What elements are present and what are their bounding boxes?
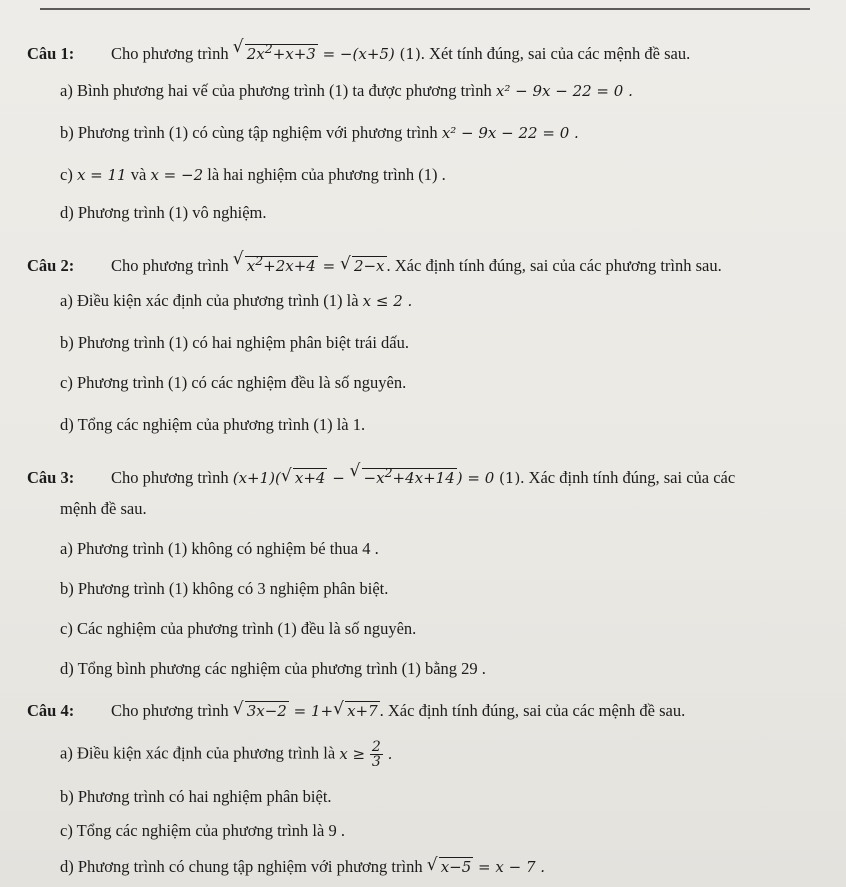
q4-equation: √ 3x−2 = 1+√ x+7 xyxy=(233,702,380,720)
q3-item-a xyxy=(60,538,379,560)
q1-item-d xyxy=(60,202,267,224)
q3-item-b xyxy=(60,578,388,600)
item-label: b) xyxy=(60,123,74,142)
q2-item-a xyxy=(60,290,412,312)
item-label: c) xyxy=(60,165,73,184)
item-text: Phương trình có chung tập nghiệm với phương trình xyxy=(77,857,423,876)
question-4-stem xyxy=(27,700,685,722)
q3-stem-after: . Xác định tính đúng, sai của các xyxy=(520,468,736,487)
item-math: √ x−5 = x − 7 . xyxy=(427,858,545,876)
question-3-stem xyxy=(27,462,735,489)
item-math: x ≤ 2 . xyxy=(362,292,413,310)
item-text: Bình phương hai vế của phương trình (1) ta được phương trình xyxy=(76,81,492,100)
item-label: a) xyxy=(60,81,73,100)
item-label: d) xyxy=(60,659,74,678)
q3-stem-before: Cho phương trình xyxy=(111,468,229,487)
item-text: Phương trình (1) có hai nghiệm phân biệt trái dấu. xyxy=(77,333,409,352)
q1-item-c xyxy=(60,164,446,186)
item-label: d) xyxy=(60,203,74,222)
item-math: x = −2 xyxy=(150,166,204,184)
item-text: Phương trình (1) không có nghiệm bé thua 4 . xyxy=(76,539,379,558)
item-text: Phương trình (1) không có 3 nghiệm phân biệt. xyxy=(77,579,389,598)
q4-item-d xyxy=(60,856,545,878)
q4-item-a xyxy=(60,740,392,769)
item-text: Phương trình (1) vô nghiệm. xyxy=(77,203,267,222)
item-label: c) xyxy=(60,619,73,638)
q4-stem-before: Cho phương trình xyxy=(111,701,229,720)
item-text: Điều kiện xác định của phương trình là xyxy=(76,743,336,763)
q4-stem-after: . Xác định tính đúng, sai của các mệnh đề sau. xyxy=(379,701,686,720)
q1-item-b xyxy=(60,122,579,144)
q2-item-d xyxy=(60,414,365,436)
q2-item-c xyxy=(60,372,406,394)
q1-equation: √ $2x^2+x+3 = -(x+5)$ (1) xyxy=(233,45,421,63)
item-label: c) xyxy=(60,373,73,392)
question-1-stem xyxy=(27,38,690,65)
q4-item-b xyxy=(60,786,332,808)
q2-stem-before: Cho phương trình xyxy=(111,256,229,275)
q2-equation: √ $x^2+2x+4$ = √ 2−x xyxy=(233,257,387,275)
item-text: Phương trình có hai nghiệm phân biệt. xyxy=(77,787,332,806)
question-1-label: Câu 1: xyxy=(27,44,75,63)
item-text: Phương trình (1) có các nghiệm đều là số nguyên. xyxy=(76,373,407,392)
question-4-label: Câu 4: xyxy=(27,701,75,720)
item-math: x² − 9x − 22 = 0 . xyxy=(495,82,633,100)
q1-item-a xyxy=(60,80,633,102)
item-label: a) xyxy=(60,743,73,763)
question-2-stem xyxy=(27,250,722,277)
q4-item-c xyxy=(60,820,345,842)
item-label: a) xyxy=(60,539,73,558)
item-label: b) xyxy=(60,333,74,352)
question-3-label: Câu 3: xyxy=(27,468,75,487)
item-label: a) xyxy=(60,291,73,310)
q2-item-b xyxy=(60,332,409,354)
item-text: Tổng bình phương các nghiệm của phương trình (1) bằng 29 . xyxy=(77,659,486,678)
q3-item-d xyxy=(60,658,486,680)
item-label: b) xyxy=(60,579,74,598)
item-math: x = 11 xyxy=(76,166,127,184)
item-text: là hai nghiệm của phương trình (1) . xyxy=(207,165,446,184)
item-label: d) xyxy=(60,415,74,434)
item-label: c) xyxy=(60,821,73,840)
stem-continuation: mệnh đề sau. xyxy=(60,499,147,518)
item-math: x² − 9x − 22 = 0 . xyxy=(441,124,579,142)
q3-item-c xyxy=(60,618,416,640)
q3-stem-cont xyxy=(60,498,147,520)
item-label: b) xyxy=(60,787,74,806)
top-rule xyxy=(40,8,810,10)
item-text: Phương trình (1) có cùng tập nghiệm với phương trình xyxy=(77,123,438,142)
item-text: Điều kiện xác định của phương trình (1) là xyxy=(76,291,359,310)
q1-stem-before: Cho phương trình xyxy=(111,44,229,63)
q2-stem-after: . Xác định tính đúng, sai của các phương trình sau. xyxy=(386,256,722,275)
item-label: d) xyxy=(60,857,74,876)
question-2-label: Câu 2: xyxy=(27,256,75,275)
q1-stem-after: . Xét tính đúng, sai của các mệnh đề sau. xyxy=(420,44,691,63)
item-text: và xyxy=(130,165,147,184)
item-math: x ≥ $\frac{2}{3}$ . xyxy=(339,739,393,770)
item-text: Tổng các nghiệm của phương trình là 9 . xyxy=(76,821,345,840)
q3-equation: (x+1)(√ x+4 − √ $-x^2+4x+14$ ) = 0 (1) xyxy=(233,469,521,487)
item-text: Tổng các nghiệm của phương trình (1) là 1. xyxy=(77,415,366,434)
item-text: Các nghiệm của phương trình (1) đều là số nguyên. xyxy=(76,619,417,638)
